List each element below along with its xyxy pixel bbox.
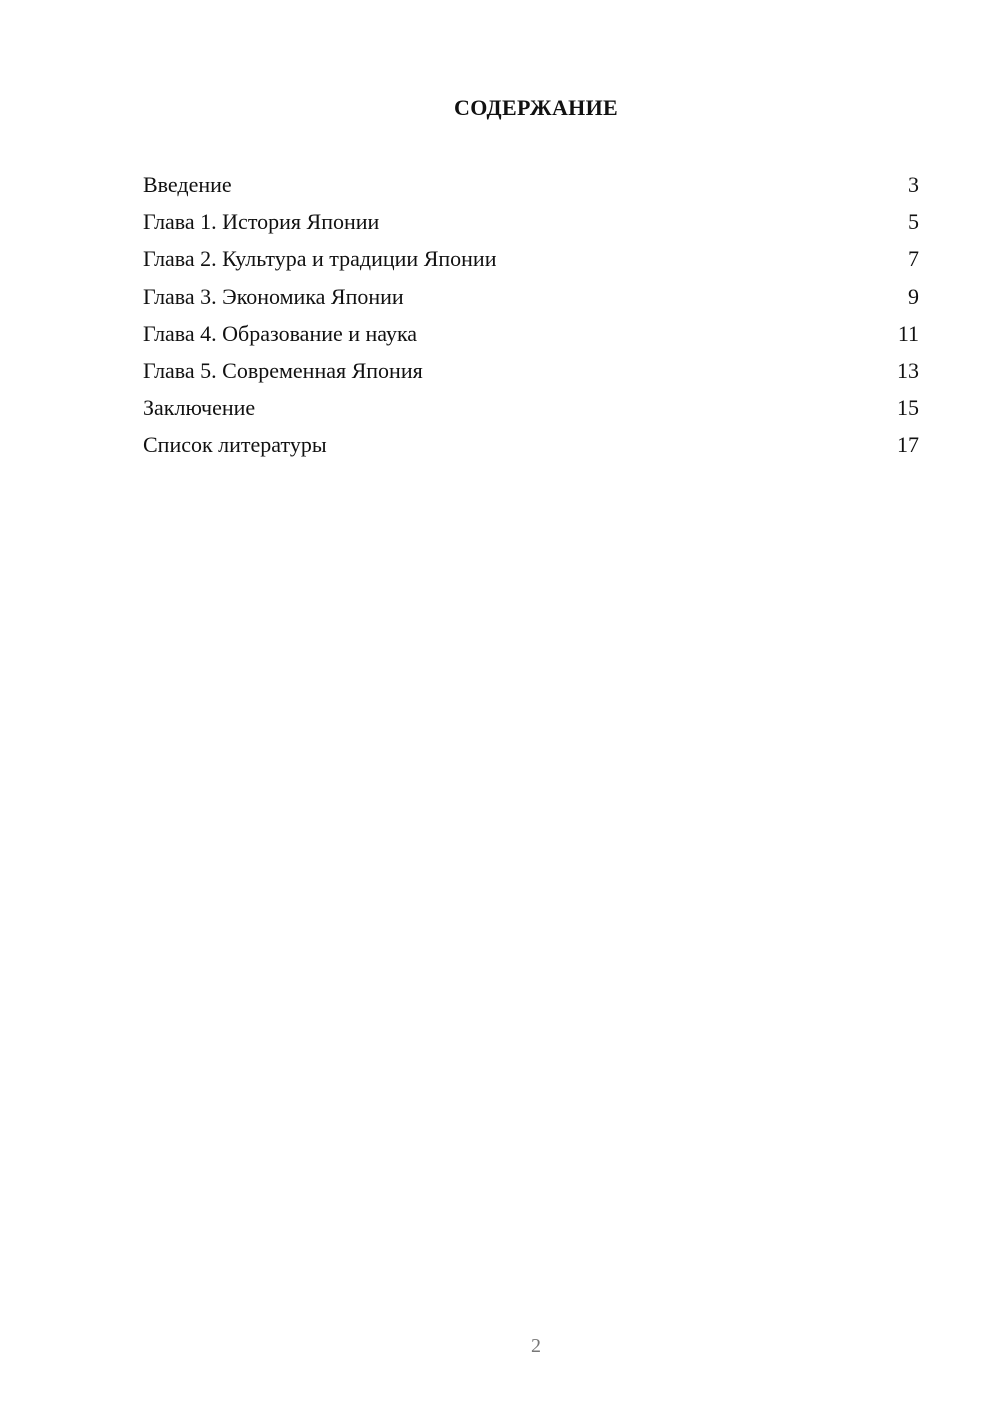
- toc-entry-references: [143, 426, 919, 463]
- toc-entry-chapter-4: [143, 315, 919, 352]
- toc-title: СОДЕРЖАНИЕ: [454, 95, 618, 120]
- toc-entry-page: 3: [908, 172, 919, 197]
- toc-entry-page: 5: [908, 209, 919, 235]
- toc-entry-label: Глава 5. Современная Япония: [143, 357, 423, 383]
- toc-entry-chapter-5: [143, 352, 919, 389]
- toc-entry-conclusion: [143, 389, 919, 426]
- toc-entry-page: 17: [897, 432, 919, 458]
- toc-entry-page: 13: [897, 357, 919, 383]
- toc-entry-label: Заключение: [143, 395, 256, 421]
- table-of-contents: [143, 166, 919, 464]
- toc-entry-chapter-3: [143, 278, 919, 315]
- toc-entry-page: 15: [897, 395, 919, 421]
- toc-entry-page: 11: [897, 320, 919, 346]
- toc-entry-page: 9: [908, 283, 919, 309]
- toc-entry-page: 7: [908, 246, 919, 272]
- toc-entry-chapter-2: [143, 240, 919, 277]
- page-number: 2: [531, 1335, 541, 1357]
- toc-entry-label: Глава 3. Экономика Японии: [143, 283, 404, 309]
- toc-entry-label: Введение: [143, 172, 232, 197]
- toc-entry-label: Глава 4. Образование и наука: [143, 320, 418, 346]
- toc-entry-label: Глава 2. Культура и традиции Японии: [143, 246, 497, 272]
- toc-entry-label: Глава 1. История Японии: [143, 209, 380, 235]
- toc-entry-label: Список литературы: [143, 432, 327, 458]
- toc-entry-chapter-1: [143, 203, 919, 240]
- toc-entry-introduction: [143, 166, 919, 203]
